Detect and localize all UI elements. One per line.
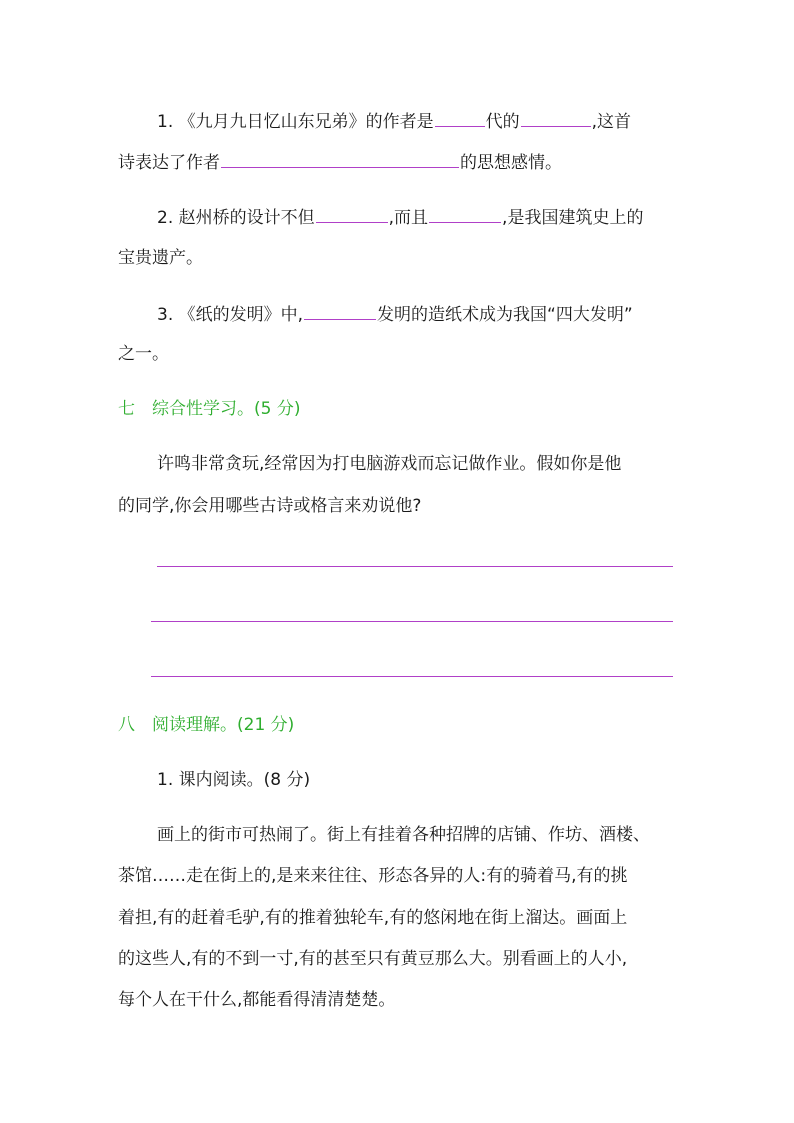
- question-2-line-2: [118, 246, 203, 270]
- question-3-line-1: [157, 301, 633, 327]
- question-number: 2.: [157, 208, 174, 228]
- question-text: 宝贵遗产。: [118, 248, 203, 268]
- answer-blank[interactable]: [316, 204, 388, 223]
- answer-blank[interactable]: [304, 301, 376, 320]
- question-number: 1.: [157, 112, 174, 132]
- passage-line: 画上的街市可热闹了。街上有挂着各种招牌的店铺、作坊、酒楼、: [157, 825, 650, 845]
- question-text: 《九月九日忆山东兄弟》的作者是: [178, 112, 434, 132]
- answer-blank[interactable]: [521, 108, 591, 127]
- question-2-line-1: [157, 204, 643, 230]
- question-text: 诗表达了作者: [118, 153, 220, 173]
- answer-blank[interactable]: [221, 149, 459, 168]
- sub-question-1-title: 1. 课内阅读。(8 分): [157, 770, 311, 790]
- question-number: 3.: [157, 305, 174, 325]
- question-text: 代的: [485, 112, 520, 132]
- question-1-line-2: [118, 149, 562, 175]
- answer-line[interactable]: [151, 676, 673, 677]
- question-text: 之一。: [118, 344, 169, 364]
- question-3-line-2: [118, 342, 169, 366]
- answer-line[interactable]: [157, 566, 673, 567]
- section-7-heading: 七 综合性学习。(5 分): [118, 399, 301, 419]
- question-text: ,是我国建筑史上的: [502, 208, 644, 228]
- passage-line: 茶馆……走在街上的,是来来往往、形态各异的人:有的骑着马,有的挑: [118, 866, 628, 886]
- passage-line: 每个人在干什么,都能看得清清楚楚。: [118, 990, 396, 1010]
- section-7-prompt-line-2: 的同学,你会用哪些古诗或格言来劝说他?: [118, 496, 422, 516]
- question-text: 发明的造纸术成为我国“四大发明”: [377, 305, 633, 325]
- answer-blank[interactable]: [429, 204, 501, 223]
- question-text: 赵州桥的设计不但: [178, 208, 315, 228]
- section-7-prompt-line-1: 许鸣非常贪玩,经常因为打电脑游戏而忘记做作业。假如你是他: [157, 454, 622, 474]
- section-8-heading: 八 阅读理解。(21 分): [118, 715, 295, 735]
- question-text: ,而且: [388, 208, 429, 228]
- question-1-line-1: [157, 108, 631, 134]
- passage-line: 的这些人,有的不到一寸,有的甚至只有黄豆那么大。别看画上的人小,: [118, 949, 628, 969]
- answer-blank[interactable]: [435, 108, 485, 127]
- question-text: 的思想感情。: [460, 153, 562, 173]
- passage-line: 着担,有的赶着毛驴,有的推着独轮车,有的悠闲地在街上溜达。画面上: [118, 908, 628, 928]
- answer-line[interactable]: [151, 621, 673, 622]
- question-text: 《纸的发明》中,: [178, 305, 304, 325]
- question-text: ,这首: [591, 112, 632, 132]
